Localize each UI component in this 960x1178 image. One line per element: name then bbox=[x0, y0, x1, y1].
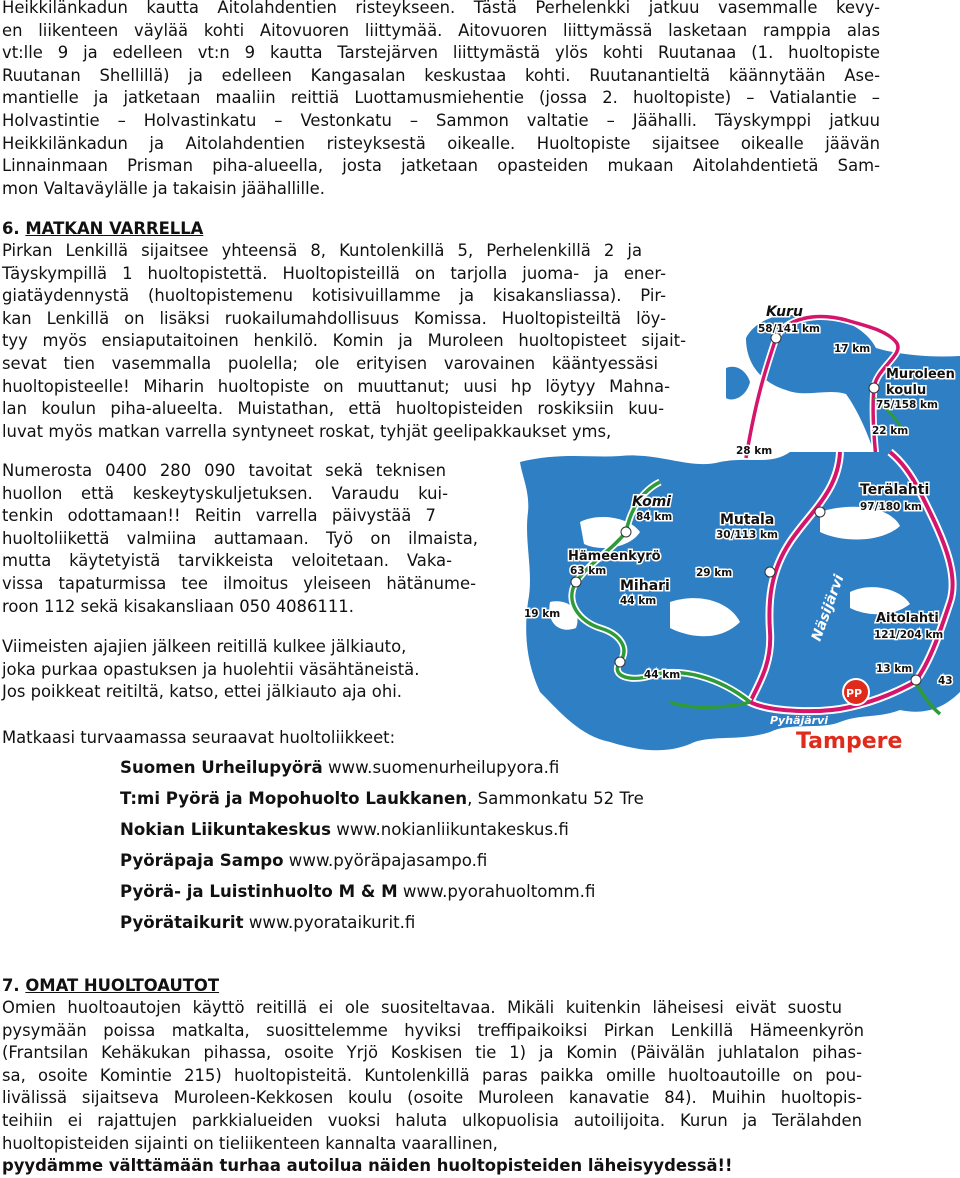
paragraph-line: giatäydennystä (huoltopistemenu kotisivuillamme ja kisakansliassa). Pir- bbox=[2, 286, 666, 306]
warning-line: pyydämme välttämään turhaa autoilua näiden huoltopisteiden läheisyydessä!! bbox=[2, 1156, 733, 1176]
section-number: 7. bbox=[2, 976, 20, 995]
paragraph-line: joka purkaa opastuksen ja huolehtii väsähtäneistä. bbox=[2, 659, 420, 679]
shop-item bbox=[120, 818, 644, 849]
lake-shape bbox=[726, 367, 750, 400]
paragraph-line: sa, osoite Komintie 215) huoltopisteitä. Kuntolenkillä paras paikka omille huoltoautoille on pou- bbox=[2, 1065, 862, 1085]
segment-distance: 13 km bbox=[876, 663, 913, 675]
intro-line: en liikenteen väylää kohti Aitovuoren liittymää. Aitovuoren liittymässä lasketaan ramppia alas bbox=[2, 20, 880, 40]
shop-detail[interactable]: www.pyorataikurit.fi bbox=[243, 913, 416, 932]
start-label: PP bbox=[846, 687, 863, 700]
segment-distance: 44 km bbox=[644, 669, 681, 681]
paragraph-line: mutta käytetyistä tarvikkeista veloitetaan. Vaka- bbox=[2, 551, 452, 571]
shop-name: T:mi Pyörä ja Mopohuolto Laukkanen bbox=[120, 789, 468, 808]
service-point-marker bbox=[621, 527, 631, 537]
paragraph-line: kan Lenkillä on lisäksi ruokailumahdollisuus Komissa. Huoltopisteiltä löy- bbox=[2, 308, 666, 328]
paragraph-line: luvat myös matkan varrella syntyneet roskat, tyhjät geelipakkaukset yms, bbox=[2, 421, 612, 441]
service-shop-list bbox=[120, 756, 644, 942]
shop-name: Pyöräpaja Sampo bbox=[120, 851, 284, 870]
place-distance: 44 km bbox=[620, 595, 657, 607]
city-name: Tampere bbox=[796, 729, 903, 754]
place-name: Terälahti bbox=[860, 482, 930, 498]
shop-item bbox=[120, 911, 644, 942]
paragraph-line: huollon että keskeytyskuljetuksen. Varaudu kui- bbox=[2, 483, 448, 503]
intro-line: Linnainmaan Prisman piha-alueella, josta jatketaan opasteiden mukaan Aitolahdentietä Sam- bbox=[2, 156, 880, 176]
intro-line: Ruutanan Shellillä) ja edelleen Kangasalan keskustaa kohti. Ruutanantieltä käännytään Ase- bbox=[2, 65, 880, 85]
shop-detail[interactable]: www.suomenurheilupyora.fi bbox=[322, 758, 560, 777]
paragraph-line: Jos poikkeat reitiltä, katso, ettei jälkiauto aja ohi. bbox=[2, 682, 402, 702]
lake-name: Näsijärvi bbox=[808, 572, 848, 644]
paragraph-line: vissa tapaturmissa tee ilmoitus yleiseen hätänume- bbox=[2, 573, 476, 593]
shop-name: Nokian Liikuntakeskus bbox=[120, 820, 331, 839]
paragraph-line: sevat tien vasemmalla puolella; ole erityisen varovainen kääntyessäsi bbox=[2, 353, 658, 373]
place-distance: 75/158 km bbox=[876, 399, 938, 411]
paragraph-line: tyy myös ensiaputaitoinen henkilö. Komin ja Muroleen huoltopisteet sijait- bbox=[2, 331, 686, 351]
place-distance: 97/180 km bbox=[860, 501, 922, 513]
intro-line: Holvastintie – Holvastinkatu – Vestonkatu – Sammon valtatie – Jäähalli. Täyskymppi jatkuu bbox=[2, 110, 880, 130]
intro-line: vt:lle 9 ja edelleen vt:n 9 kautta Tarstejärven liittymästä ylös kohti Ruutanaa (1. huoltopiste bbox=[2, 43, 880, 63]
intro-line: mon Valtaväylälle ja takaisin jäähallille. bbox=[2, 178, 325, 198]
shop-detail[interactable]: www.nokianliikuntakeskus.fi bbox=[331, 820, 569, 839]
paragraph-line: Pirkan Lenkillä sijaitsee yhteensä 8, Kuntolenkillä 5, Perhelenkillä 2 ja bbox=[2, 241, 642, 260]
shop-detail: , Sammonkatu 52 Tre bbox=[467, 789, 644, 808]
shop-name: Pyörätaikurit bbox=[120, 913, 244, 932]
service-point-marker bbox=[815, 507, 825, 517]
section-number: 6. bbox=[2, 219, 20, 238]
service-point-marker bbox=[765, 567, 775, 577]
place-name: Mutala bbox=[720, 512, 775, 528]
place-distance: 84 km bbox=[636, 511, 673, 523]
place-name: Muroleen bbox=[886, 367, 955, 382]
place-name: Hämeenkyrö bbox=[568, 549, 661, 564]
segment-distance: 22 km bbox=[872, 425, 909, 437]
segment-distance: 43 bbox=[938, 675, 953, 687]
place-distance: 30/113 km bbox=[716, 529, 778, 541]
paragraph-line: tenkin odottamaan!! Reitin varrella päivystää 7 bbox=[2, 506, 436, 526]
phone-paragraph bbox=[2, 460, 478, 618]
paragraph-line: teihiin ei rajattujen parkkialueiden vuoksi haluta ulkopuolisia autoilijoita. Kurun ja Terälahden bbox=[2, 1110, 862, 1130]
paragraph-line: pysymään poissa matkalta, suosittelemme hyviksi treffipaikoiksi Pirkan Lenkillä Hämeenkyrön bbox=[2, 1020, 864, 1040]
service-point-marker bbox=[911, 675, 921, 685]
intro-line: Heikkilänkadun ja Aitolahdentien risteyksestä oikealle. Huoltopiste sijaitsee oikealle jäävän bbox=[2, 133, 880, 153]
paragraph-line: (Frantsilan Kehäkukan pihassa, osoite Yrjö Koskisen tie 1) ja Komin (Päivälän juhlatalon pihas- bbox=[2, 1043, 862, 1063]
route-map-top bbox=[726, 298, 960, 458]
place-distance: 63 km bbox=[570, 565, 607, 577]
section-6-heading bbox=[2, 218, 203, 241]
segment-distance: 29 km bbox=[696, 567, 733, 579]
paragraph-line: huoltopisteelle! Miharin huoltopiste on muuttanut; uusi hp löytyy Mahna- bbox=[2, 376, 670, 396]
intro-line: Heikkilänkadun kautta Aitolahdentien risteykseen. Tästä Perhelenkki jatkuu vasemmalle kevy- bbox=[2, 0, 880, 17]
section-7-heading bbox=[2, 975, 219, 998]
intro-paragraph bbox=[2, 0, 880, 200]
lake-name: Pyhäjärvi bbox=[770, 714, 829, 727]
paragraph-line: livälissä sijaitseva Muroleen-Kekkosen koulu (osoite Muroleen kanavatie 84). Muihin huoltopis- bbox=[2, 1088, 862, 1108]
place-name: Aitolahti bbox=[876, 611, 939, 626]
paragraph-line: lan koulun piha-alueelta. Muistathan, että huoltopisteiden roskiksiin kuu- bbox=[2, 399, 664, 419]
paragraph-line: roon 112 sekä kisakansliaan 050 4086111. bbox=[2, 596, 354, 616]
shop-item bbox=[120, 787, 644, 818]
place-name: Komi bbox=[632, 494, 672, 510]
shops-intro: Matkaasi turvaamassa seuraavat huoltoliikkeet: bbox=[2, 728, 396, 747]
shop-detail[interactable]: www.pyöräpajasampo.fi bbox=[283, 851, 488, 870]
paragraph-line: huoltopisteiden sijainti on tieliikenteen kannalta vaarallinen, bbox=[2, 1133, 498, 1153]
shop-item bbox=[120, 880, 644, 911]
intro-line: mantielle ja jatketaan maaliin reittiä Luottamusmiehentie (jossa 2. huoltopiste) – Vatialantie – bbox=[2, 88, 880, 108]
shop-detail[interactable]: www.pyorahuoltomm.fi bbox=[397, 882, 596, 901]
paragraph-line: Viimeisten ajajien jälkeen reitillä kulkee jälkiauto, bbox=[2, 637, 407, 656]
shop-name: Suomen Urheilupyörä bbox=[120, 758, 323, 777]
segment-distance: 17 km bbox=[834, 343, 871, 355]
shop-item bbox=[120, 849, 644, 880]
paragraph-line: Omien huoltoautojen käyttö reitillä ei ole suositeltavaa. Mikäli kuitenkin läheisesi eivät suostu bbox=[2, 998, 842, 1017]
place-name: Mihari bbox=[620, 578, 670, 594]
service-points-paragraph bbox=[2, 240, 686, 443]
place-name: Kuru bbox=[766, 304, 803, 320]
place-subtitle: koulu bbox=[886, 383, 927, 398]
service-point-marker bbox=[869, 383, 879, 393]
segment-distance: 19 km bbox=[524, 608, 561, 620]
service-point-marker bbox=[615, 657, 625, 667]
place-distance: 58/141 km bbox=[758, 323, 820, 335]
route-map bbox=[520, 445, 960, 762]
section-title: OMAT HUOLTOAUTOT bbox=[25, 976, 220, 995]
sweep-car-paragraph bbox=[2, 636, 419, 704]
paragraph-line: Täyskympillä 1 huoltopistettä. Huoltopisteillä on tarjolla juoma- ja ener- bbox=[2, 263, 666, 283]
service-point-marker bbox=[571, 577, 581, 587]
section-title: MATKAN VARRELLA bbox=[25, 219, 204, 238]
paragraph-line: huoltoliikettä valmiina auttamaan. Työ on ilmaista, bbox=[2, 528, 478, 548]
place-distance: 121/204 km bbox=[874, 629, 944, 641]
paragraph-line: Numerosta 0400 280 090 tavoitat sekä teknisen bbox=[2, 461, 446, 480]
support-cars-paragraph bbox=[2, 997, 864, 1178]
shop-name: Pyörä- ja Luistinhuolto M & M bbox=[120, 882, 398, 901]
segment-distance: 28 km bbox=[736, 445, 773, 457]
